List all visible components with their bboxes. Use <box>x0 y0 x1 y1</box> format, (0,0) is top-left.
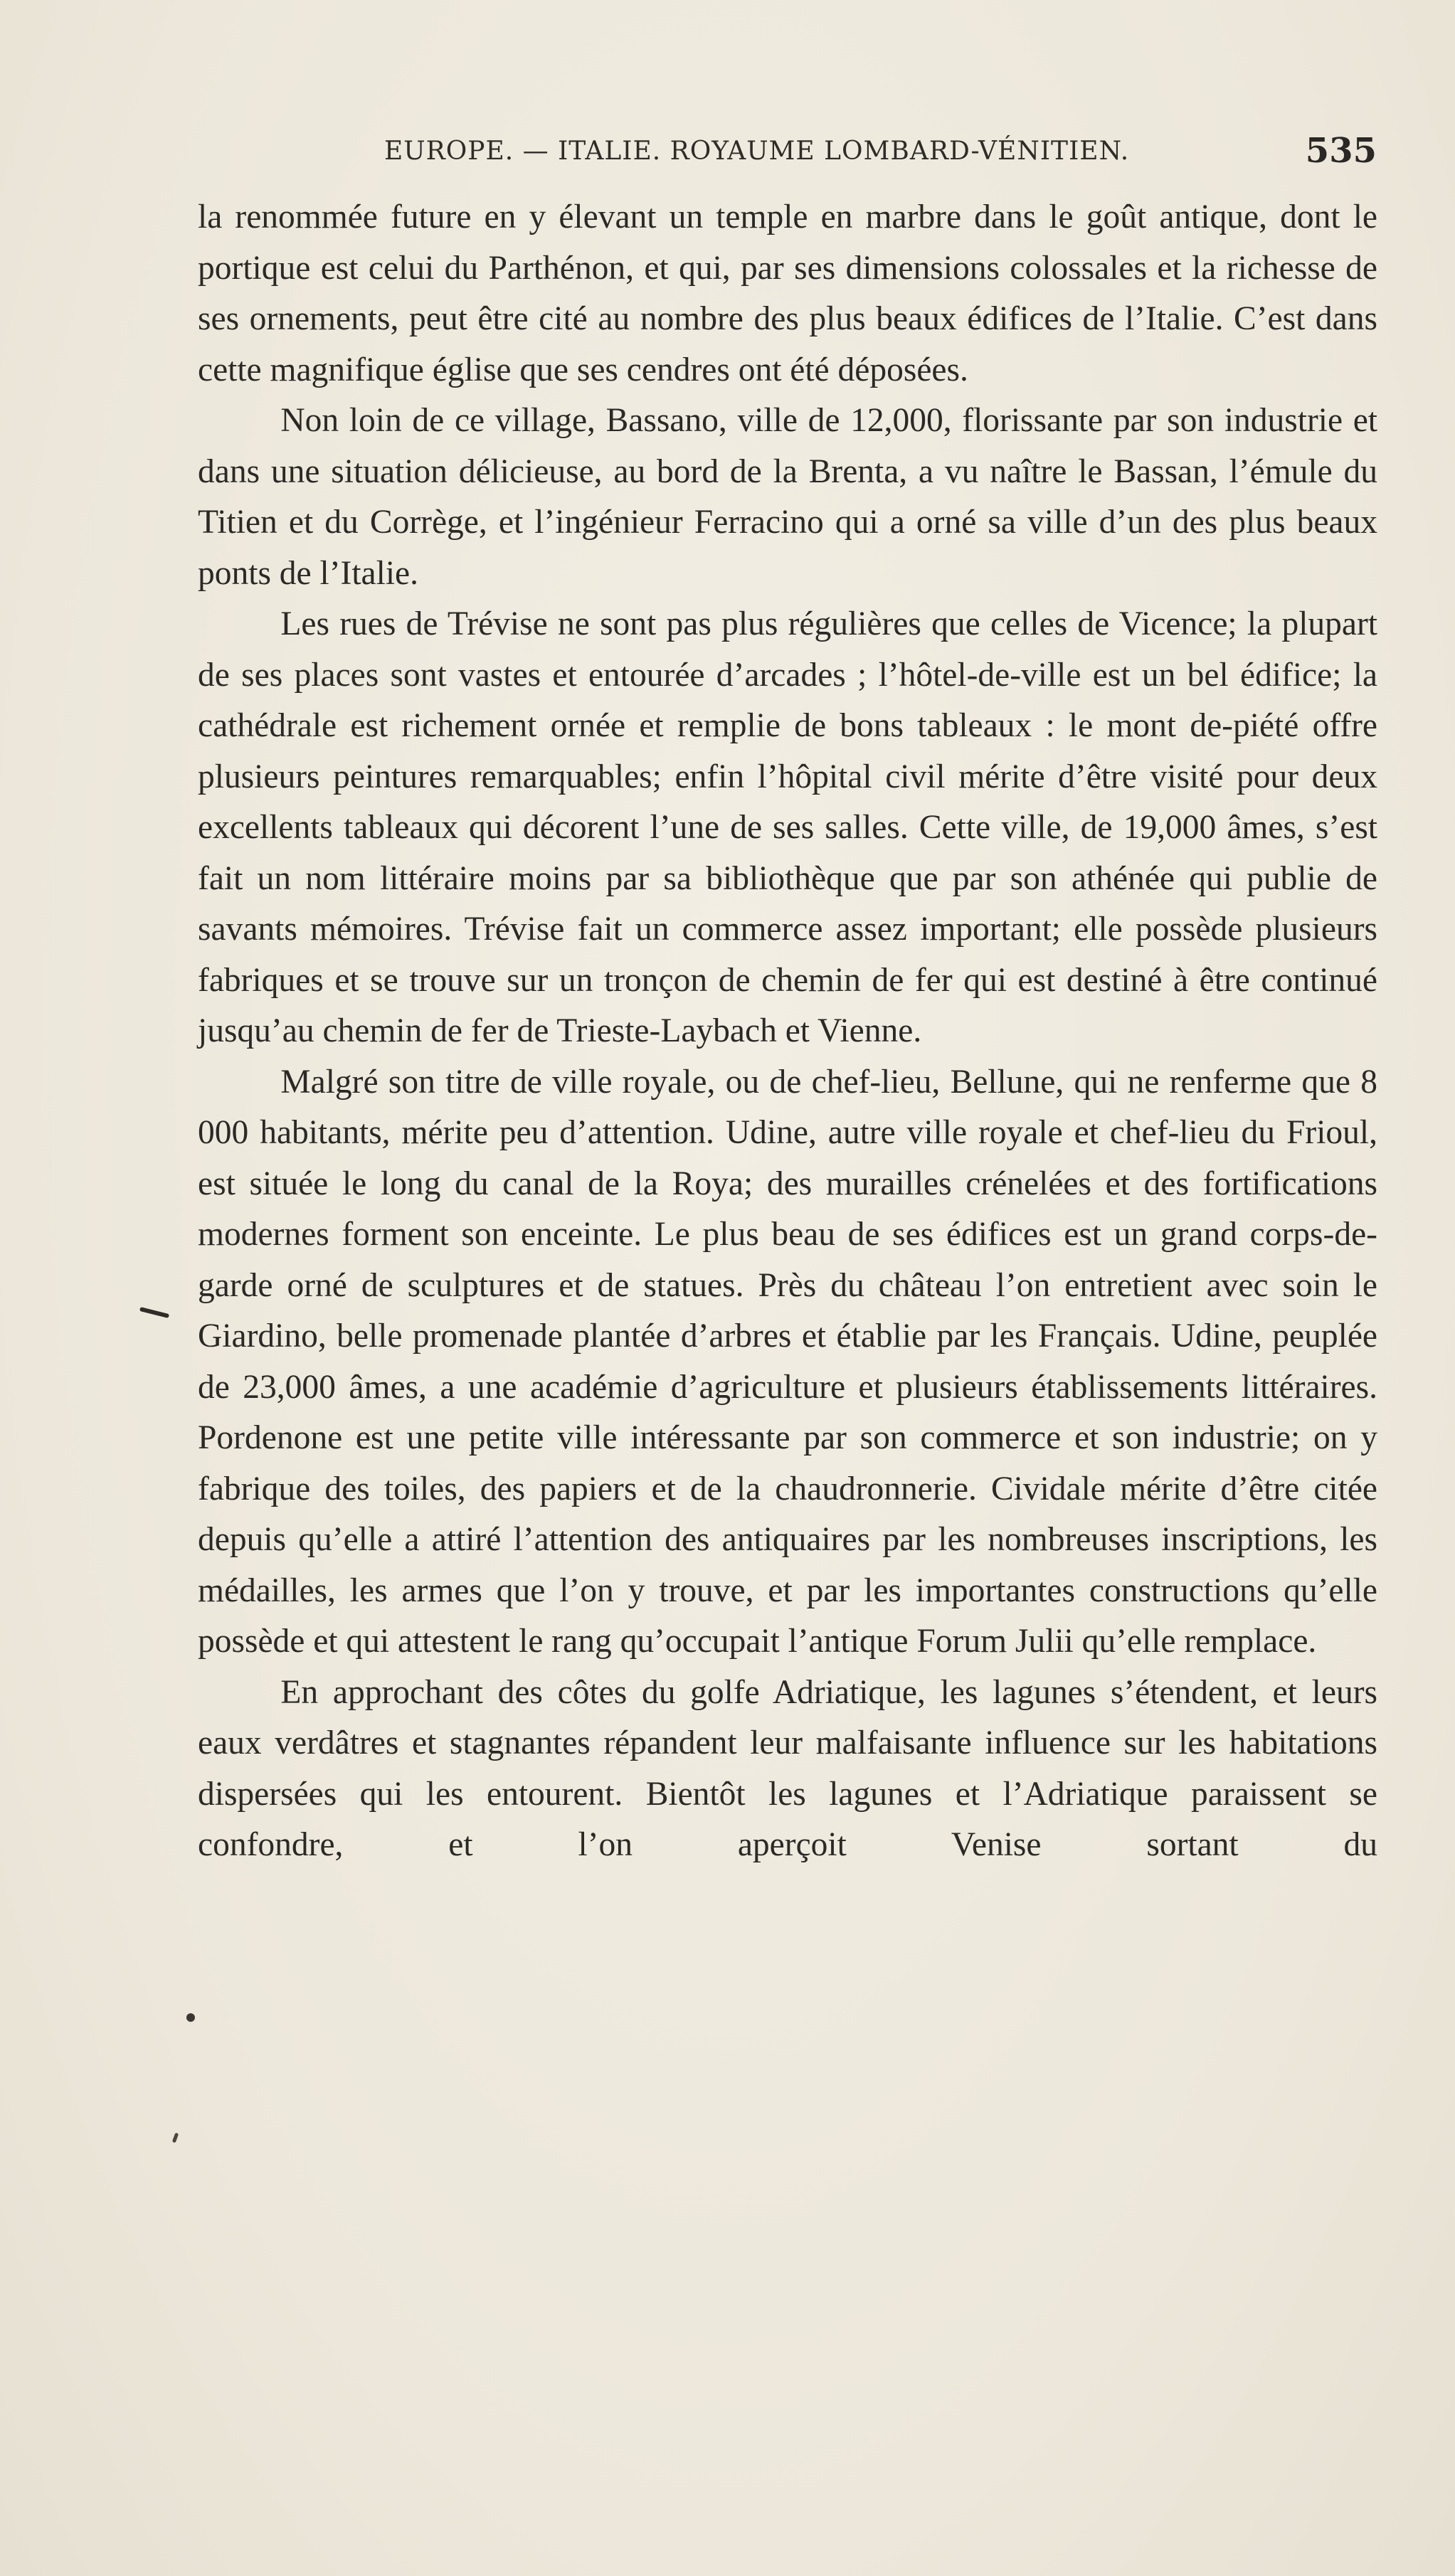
margin-pencil-mark <box>139 1307 169 1318</box>
page-number: 535 <box>1305 131 1377 171</box>
paragraph-4: Malgré son titre de ville royale, ou de chef-lieu, Bellune, qui ne renferme que 8 000 habitants, mérite peu d’attention. Udine, autre ville royale et chef-lieu du Frioul, est située le long du canal de la Roya; des murailles crénelées et des fortifications modernes forment son enceinte. Le plus beau de ses édifices est un grand corps-de-garde orné de sculptures et de statues. Près du château l’on entretient avec soin le Giardino, belle promenade plantée d’arbres et établie par les Français. Udine, peuplée de 23,000 âmes, a une académie d’agriculture et plusieurs établissements littéraires. Pordenone est une petite ville intéressante par son commerce et son industrie; on y fabrique des toiles, des papiers et de la chaudronnerie. Cividale mérite d’être citée depuis qu’elle a attiré l’attention des antiquaires par les nombreuses inscriptions, les médailles, les armes que l’on y trouve, et par les importantes constructions qu’elle possède et qui attestent le rang qu’occupait l’antique Forum Julii qu’elle remplace. <box>198 1063 1377 1660</box>
paragraph-3: Les rues de Trévise ne sont pas plus régulières que celles de Vicence; la plupart de ses places sont vastes et entourée d’arcades ; l’hôtel-de-ville est un bel édifice; la cathédrale est richement ornée et remplie de bons tableaux : le mont de-piété offre plusieurs peintures remarquables; enfin l’hôpital civil mérite d’être visité pour deux excellents tableaux qui décorent l’une de ses salles. Cette ville, de 19,000 âmes, s’est fait un nom littéraire moins par sa bibliothèque que par son athénée qui publie de savants mémoires. Trévise fait un commerce assez important; elle possède plusieurs fabriques et se trouve sur un tronçon de chemin de fer qui est destiné à être continué jusqu’au chemin de fer de Trieste-Laybach et Vienne. <box>198 605 1377 1049</box>
running-head: EUROPE. — ITALIE. ROYAUME LOMBARD-VÉNITIEN. <box>384 137 1130 166</box>
page-header <box>384 131 1377 186</box>
paragraph-1: la renommée future en y élevant un temple en marbre dans le goût antique, dont le portique est celui du Parthénon, et qui, par ses dimensions colossales et la richesse de ses ornements, peut être cité au nombre des plus beaux édifices de l’Italie. C’est dans cette magnifique église que ses cendres ont été déposées. <box>198 198 1377 388</box>
paragraph-5: En approchant des côtes du golfe Adriatique, les lagunes s’étendent, et leurs eaux verdâtres et stagnantes répandent leur malfaisante influence sur les habitations dispersées qui les entourent. Bientôt les lagunes et l’Adriatique paraissent se confondre, et l’on aperçoit Venise sortant du <box>198 1673 1377 1863</box>
margin-dot-mark <box>186 2013 195 2022</box>
body-text <box>198 192 1377 1871</box>
paragraph-2: Non loin de ce village, Bassano, ville de 12,000, florissante par son industrie et dans une situation délicieuse, au bord de la Brenta, a vu naître le Bassan, l’émule du Titien et du Corrège, et l’ingénieur Ferracino qui a orné sa ville d’un des plus beaux ponts de l’Italie. <box>198 402 1377 592</box>
margin-ink-speck <box>172 2133 179 2143</box>
